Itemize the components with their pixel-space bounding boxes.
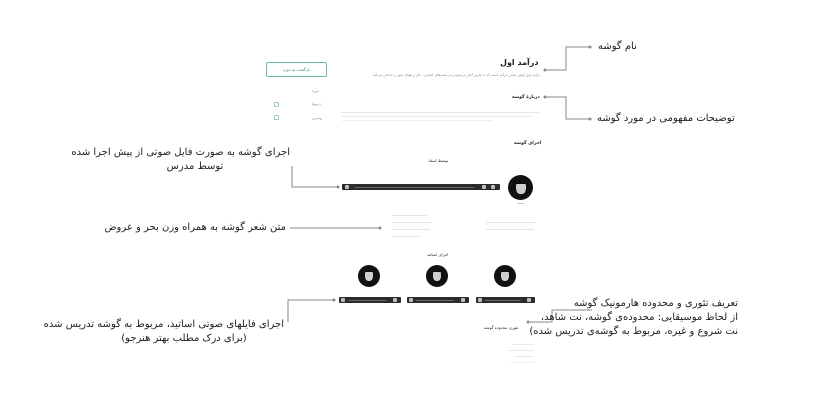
expand-icon[interactable] — [274, 102, 279, 107]
audio-progress-bar[interactable] — [348, 300, 386, 301]
annotation-theory-line1: تعریف تئوری و محدوده هارمونیک گوشه — [573, 298, 738, 309]
poem-line — [392, 236, 420, 237]
volume-icon[interactable] — [461, 298, 465, 302]
annotation-masters-audio — [43, 318, 284, 346]
gooshe-intro — [340, 73, 540, 77]
annotation-concept-desc-text: توضیحات مفهومی در مورد گوشه — [597, 113, 735, 124]
play-icon[interactable] — [478, 298, 482, 302]
poem-line — [392, 215, 427, 216]
annotation-teacher-audio-line1: اجرای گوشه به صورت فایل صوتی از پیش اجرا شده — [71, 147, 290, 158]
about-text-line — [342, 112, 539, 113]
volume-icon[interactable] — [527, 298, 531, 302]
teacher-avatar — [508, 175, 533, 200]
audio-progress-bar[interactable] — [485, 300, 521, 301]
teacher-audio-player[interactable] — [342, 184, 500, 190]
range-line — [510, 362, 534, 363]
about-text-line — [342, 120, 492, 121]
teacher-heading — [428, 158, 448, 163]
poem-line — [392, 229, 430, 230]
teacher-heading-text: توسط استاد — [428, 158, 449, 163]
connector-title — [545, 47, 590, 70]
annotation-poem — [104, 221, 286, 235]
annotation-title-name-text: نام گوشه — [598, 41, 637, 52]
gooshe-title — [500, 58, 538, 67]
back-to-course-label: بازگشت به دوره — [282, 67, 311, 72]
master-avatar — [358, 265, 380, 287]
annotation-poem-text: متن شعر گوشه به همراه وزن بحر و عروض — [104, 222, 286, 233]
about-heading — [512, 95, 540, 100]
play-icon[interactable] — [341, 298, 345, 302]
poem-line — [392, 222, 432, 223]
annotation-theory-line2: از لحاظ موسیقایی: محدوده‌ی گوشه، نت شاهد، — [540, 312, 738, 323]
about-text-line — [342, 116, 532, 117]
back-to-course-button[interactable] — [266, 62, 327, 77]
poem-line — [486, 222, 536, 223]
poem-line — [486, 229, 534, 230]
perform-heading-text: اجرای گوشه — [514, 141, 542, 146]
range-heading — [484, 325, 518, 330]
annotation-title-name — [598, 40, 637, 54]
sidebar-item-lessons[interactable] — [312, 102, 321, 106]
expand-icon[interactable] — [274, 115, 279, 120]
annotation-theory-line3: نت شروع و غیره، مربوط به گوشه‌ی تدریس شده) — [529, 326, 738, 337]
sidebar-item-practice-label: تمرین — [312, 116, 321, 120]
annotation-masters-line2: (برای درک مطلب بهتر هنرجو) — [121, 333, 247, 344]
annotation-masters-line1: اجرای فایلهای صوتی اساتید، مربوط به گوشه تدریس شده — [43, 319, 284, 330]
connector-concept — [545, 97, 590, 119]
masters-heading-text: اجرای اساتید — [427, 252, 449, 257]
audio-progress-bar[interactable] — [416, 300, 454, 301]
sidebar-item-course[interactable] — [312, 89, 319, 93]
annotation-teacher-audio — [71, 146, 290, 174]
masters-heading — [427, 252, 448, 257]
range-line — [514, 356, 534, 357]
about-heading-text: دربارهٔ گوشه — [512, 95, 540, 100]
volume-icon[interactable] — [482, 185, 486, 189]
teacher-avatar-caption: ••• — [517, 202, 525, 206]
annotation-teacher-audio-line2: توسط مدرس — [166, 161, 224, 172]
master-audio-player[interactable] — [476, 297, 535, 303]
master-audio-player[interactable] — [339, 297, 401, 303]
volume-icon[interactable] — [393, 298, 397, 302]
master-avatar — [426, 265, 448, 287]
annotation-concept-desc — [597, 112, 735, 126]
range-line — [508, 350, 534, 351]
gooshe-intro-text: درآمد اول اولین بخش درآمد است که با تحریر آغاز می‌شود و در نغمه‌های ابتدایی، حال و هوای شور را تداعی می‌کند — [372, 73, 540, 77]
connector-teacher-audio — [292, 166, 338, 187]
play-icon[interactable] — [409, 298, 413, 302]
audio-progress-bar[interactable] — [354, 187, 474, 188]
sidebar-item-course-label: دوره — [312, 89, 319, 93]
annotation-theory — [529, 297, 738, 339]
connector-masters — [288, 300, 334, 322]
master-avatar — [494, 265, 516, 287]
range-line — [512, 344, 534, 345]
play-icon[interactable] — [345, 185, 349, 189]
menu-icon[interactable] — [491, 185, 495, 189]
chevron-down-icon[interactable]: ⌄ — [319, 116, 324, 122]
sidebar-item-lessons-label: درسها — [312, 102, 321, 106]
master-audio-player[interactable] — [407, 297, 469, 303]
gooshe-title-text: درآمد اول — [500, 58, 539, 67]
range-heading-text: تئوری محدوده گوشه — [484, 325, 519, 330]
perform-heading — [514, 141, 541, 146]
